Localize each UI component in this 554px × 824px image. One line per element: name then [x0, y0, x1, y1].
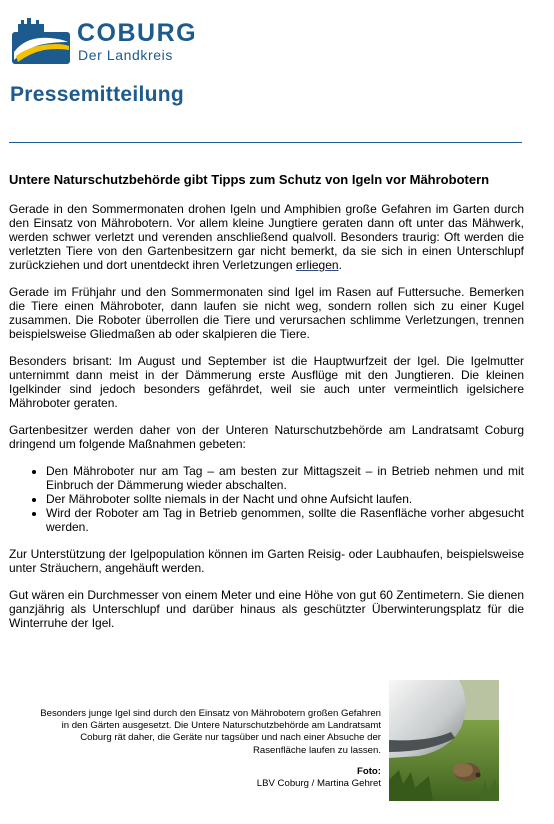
page-title: Pressemitteilung	[10, 83, 185, 106]
article-body	[9, 172, 524, 643]
list-item: • Wird der Roboter am Tag in Betrieb genommen, sollte die Rasenfläche vorher abgesucht werden.	[46, 506, 524, 534]
coburg-crest-icon	[12, 14, 70, 64]
header-divider	[9, 142, 522, 143]
paragraph-1	[9, 202, 524, 272]
measures-list	[9, 464, 524, 534]
hedgehog-mower-photo	[389, 680, 499, 801]
caption-text: Besonders junge Igel sind durch den Einsatz von Mährobotern großen Gefahren in den Gärten ausgesetzt. Die Untere Naturschutzbehörde am Landratsamt Coburg rät daher, die Geräte nur tagsüber und nach einer Absuche der Rasenfläche laufen zu lassen.	[40, 708, 381, 756]
photo-credit: LBV Coburg / Martina Gehret	[256, 778, 381, 790]
paragraph-3: Besonders brisant: Im August und September ist die Hauptwurfzeit der Igel. Die Igelmutter unternimmt dann meist in der Dämmerung erste Ausflüge mit den Jungtieren. Die kleinen Igelkinder sind jedoch besonders gefährdet, weil sie auch unter vermeintlich igelsichere Mähroboter geraten.	[9, 354, 524, 410]
photo-credit-label: Foto:	[357, 765, 381, 777]
article-title: Untere Naturschutzbehörde gibt Tipps zum Schutz von Igeln vor Mährobotern	[9, 172, 490, 187]
coburg-logo	[12, 14, 212, 66]
paragraph-4: Gartenbesitzer werden daher von der Unteren Naturschutzbehörde am Landratsamt Coburg dringend um folgende Maßnahmen gebeten:	[9, 423, 524, 451]
paragraph-5: Zur Unterstützung der Igelpopulation können im Garten Reisig- oder Laubhaufen, beispielsweise unter Sträuchern, angehäuft werden.	[9, 547, 524, 575]
logo-subtitle: Der Landkreis	[78, 47, 173, 63]
photo-caption	[40, 708, 381, 790]
paragraph-1-text: Gerade in den Sommermonaten drohen Igeln und Amphibien große Gefahren im Garten durch den Einsatz von Mährobotern. Vor allem kleine Jungtiere geraten dann oft unter das Mähwerk, werden schwer verletzt und verenden anschließend qualvoll. Besonders traurig: Oft werden die verletzten Tiere von den Gartenbesitzern gar nicht bemerkt, da sie sich in einen Unterschlupf zurückziehen und dort unentdeckt ihren Verletzungen	[9, 202, 524, 272]
underlined-word: erliegen	[295, 258, 339, 272]
logo-name: COBURG	[77, 19, 198, 47]
paragraph-2: Gerade im Frühjahr und den Sommermonaten sind Igel im Rasen auf Futtersuche. Bemerken die Tiere einen Mähroboter, dann laufen sie nicht weg, sondern rollen sich zu einer Kugel zusammen. Die Roboter überrollen die Tiere und verursachen schlimme Verletzungen, trennen beispielsweise Gliedmaßen ab oder skalpieren die Tiere.	[9, 285, 524, 341]
paragraph-1-end: .	[338, 258, 342, 272]
list-item: • Der Mähroboter sollte niemals in der Nacht und ohne Aufsicht laufen.	[46, 492, 524, 506]
list-item: • Den Mähroboter nur am Tag – am besten zur Mittagszeit – in Betrieb nehmen und mit Einbruch der Dämmerung wieder abschalten.	[46, 464, 524, 492]
paragraph-6: Gut wären ein Durchmesser von einem Meter und eine Höhe von gut 60 Zentimetern. Sie dienen ganzjährig als Unterschlupf und darüber hinaus als geschützter Überwinterungsplatz für die Winterruhe der Igel.	[9, 588, 524, 630]
